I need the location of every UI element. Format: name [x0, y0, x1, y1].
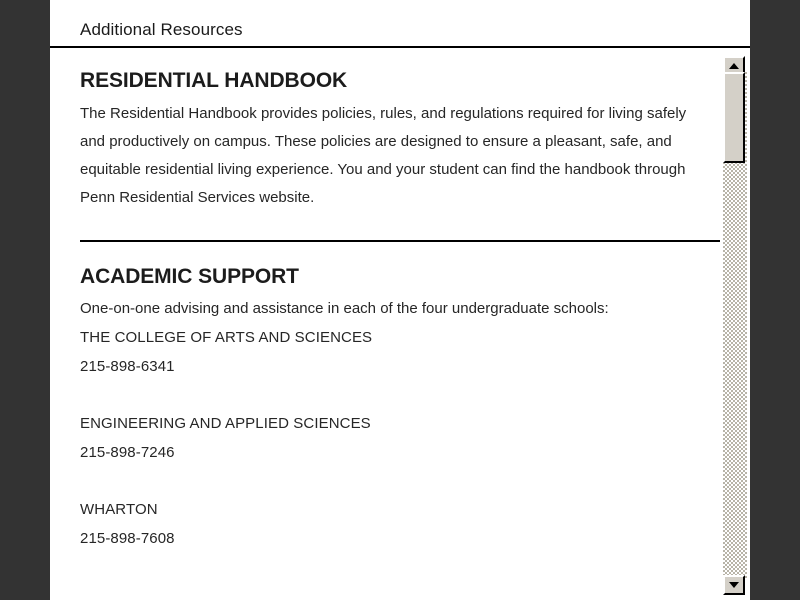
school-phone: 215-898-7608 [80, 530, 175, 547]
school-name: THE COLLEGE OF ARTS AND SCIENCES [80, 329, 373, 346]
triangle-down-icon [729, 582, 739, 588]
list-item [80, 323, 720, 381]
page-title: Additional Resources [80, 20, 243, 39]
triangle-up-icon [729, 63, 739, 69]
scroll-down-button[interactable] [723, 575, 745, 595]
vertical-scrollbar[interactable] [720, 50, 750, 600]
section-residential-handbook [80, 50, 720, 242]
section-body-residential-handbook: The Residential Handbook provides policies, rules, and regulations required for living safely and productively on campus. These policies are designed to ensure a pleasant, safe, and equitable residential living experience. You and your student can find the handbook through Penn Residential Services website. [80, 105, 687, 206]
school-contact-list [80, 323, 720, 553]
list-item [80, 495, 720, 553]
header-bar [50, 0, 750, 48]
content-window [50, 0, 750, 600]
school-phone: 215-898-6341 [80, 358, 175, 375]
section-body-academic-support: One-on-one advising and assistance in each of the four undergraduate schools: [80, 300, 609, 317]
scrollbar-thumb[interactable] [723, 72, 745, 163]
scrollable-content-area[interactable] [50, 50, 720, 600]
section-academic-support [80, 242, 720, 553]
list-item [80, 409, 720, 467]
school-name: WHARTON [80, 501, 158, 518]
content-inner [50, 50, 720, 553]
school-phone: 215-898-7246 [80, 444, 175, 461]
school-name: ENGINEERING AND APPLIED SCIENCES [80, 415, 371, 432]
section-heading-academic-support: ACADEMIC SUPPORT [80, 265, 299, 288]
section-heading-residential-handbook: RESIDENTIAL HANDBOOK [80, 69, 348, 92]
